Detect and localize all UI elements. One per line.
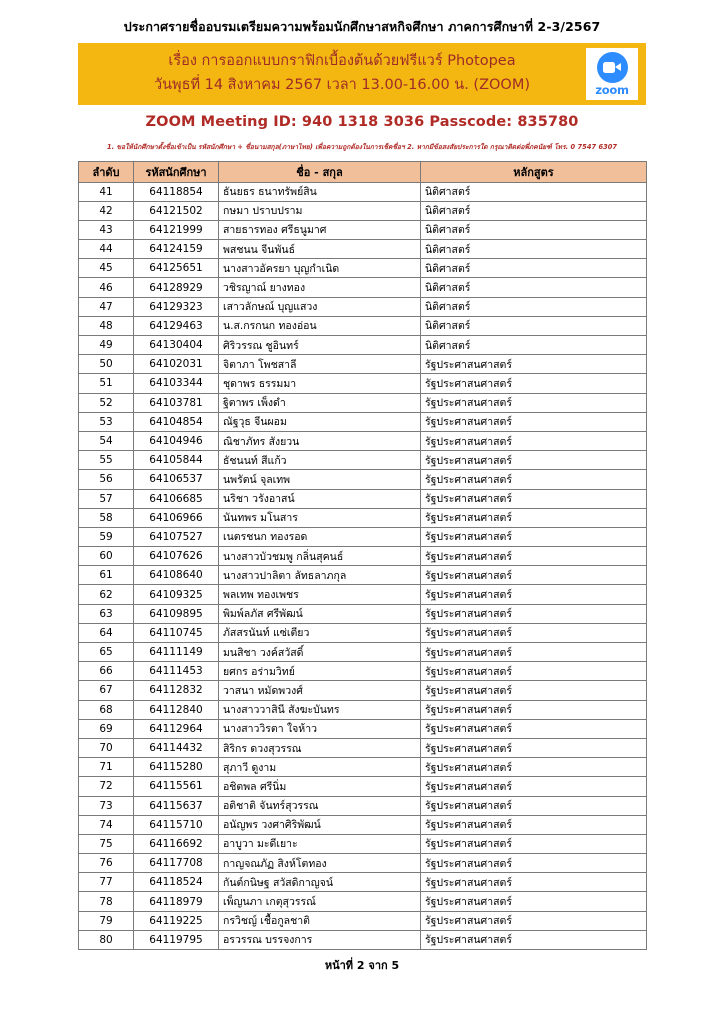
cell-name: พลเทพ ทองเพชร xyxy=(219,585,421,604)
cell-name: ธันยธร ธนาทรัพย์สิน xyxy=(219,182,421,201)
zoom-wordmark: zoom xyxy=(595,82,629,97)
page-title: ประกาศรายชื่ออบรมเตรียมความพร้อมนักศึกษาสหกิจศึกษา ภาคการศึกษาที่ 2-3/2567 xyxy=(123,19,601,34)
cell-program: รัฐประศาสนศาสตร์ xyxy=(421,873,647,892)
cell-program: รัฐประศาสนศาสตร์ xyxy=(421,911,647,930)
cell-program: นิติศาสตร์ xyxy=(421,259,647,278)
cell-program: รัฐประศาสนศาสตร์ xyxy=(421,815,647,834)
banner-datetime-line: วันพุธที่ 14 สิงหาคม 2567 เวลา 13.00-16.00 น. (ZOOM) xyxy=(153,76,530,93)
camera-body-shape xyxy=(603,62,615,73)
table-row xyxy=(79,431,647,450)
cell-id: 64129323 xyxy=(134,297,219,316)
cell-name: สายธารทอง ศรีธนูมาศ xyxy=(219,220,421,239)
cell-program: รัฐประศาสนศาสตร์ xyxy=(421,738,647,757)
cell-program: รัฐประศาสนศาสตร์ xyxy=(421,700,647,719)
table-row xyxy=(79,355,647,374)
cell-no: 63 xyxy=(79,604,134,623)
cell-program: รัฐประศาสนศาสตร์ xyxy=(421,547,647,566)
cell-name: กษมา ปราบปราม xyxy=(219,201,421,220)
cell-no: 68 xyxy=(79,700,134,719)
table-row xyxy=(79,278,647,297)
cell-id: 64106685 xyxy=(134,489,219,508)
table-row xyxy=(79,336,647,355)
cell-id: 64104946 xyxy=(134,431,219,450)
banner-text-block xyxy=(154,50,570,98)
table-row xyxy=(79,489,647,508)
cell-no: 80 xyxy=(79,930,134,949)
cell-program: รัฐประศาสนศาสตร์ xyxy=(421,662,647,681)
cell-program: รัฐประศาสนศาสตร์ xyxy=(421,508,647,527)
cell-id: 64109895 xyxy=(134,604,219,623)
cell-program: รัฐประศาสนศาสตร์ xyxy=(421,393,647,412)
cell-no: 53 xyxy=(79,412,134,431)
cell-name: นางสาววิรตา ใจห้าว xyxy=(219,719,421,738)
cell-name: ภัสสรนันท์ แซ่เตียว xyxy=(219,623,421,642)
cell-name: นางสาวอัครยา บุญกำเนิด xyxy=(219,259,421,278)
cell-name: อนัญพร วงศาศิริพัฒน์ xyxy=(219,815,421,834)
cell-id: 64115561 xyxy=(134,777,219,796)
table-row xyxy=(79,585,647,604)
cell-program: รัฐประศาสนศาสตร์ xyxy=(421,374,647,393)
table-row xyxy=(79,240,647,259)
cell-program: นิติศาสตร์ xyxy=(421,182,647,201)
cell-id: 64112964 xyxy=(134,719,219,738)
table-row xyxy=(79,796,647,815)
cell-no: 47 xyxy=(79,297,134,316)
table-row xyxy=(79,527,647,546)
cell-id: 64116692 xyxy=(134,834,219,853)
column-header-program: หลักสูตร xyxy=(421,161,647,182)
cell-no: 58 xyxy=(79,508,134,527)
cell-name: นันทพร มโนสาร xyxy=(219,508,421,527)
table-row xyxy=(79,854,647,873)
table-row xyxy=(79,412,647,431)
cell-program: นิติศาสตร์ xyxy=(421,336,647,355)
cell-program: รัฐประศาสนศาสตร์ xyxy=(421,681,647,700)
cell-program: รัฐประศาสนศาสตร์ xyxy=(421,892,647,911)
cell-id: 64118524 xyxy=(134,873,219,892)
cell-id: 64111149 xyxy=(134,643,219,662)
table-row xyxy=(79,834,647,853)
cell-no: 70 xyxy=(79,738,134,757)
cell-name: นางสาวบัวชมพู กลิ่นสุคนธ์ xyxy=(219,547,421,566)
zoom-camera-icon xyxy=(597,52,628,83)
table-row xyxy=(79,911,647,930)
cell-name: นริชา วรังอาสน์ xyxy=(219,489,421,508)
cell-id: 64118979 xyxy=(134,892,219,911)
cell-id: 64130404 xyxy=(134,336,219,355)
cell-name: อติชาติ จันทร์สุวรรณ xyxy=(219,796,421,815)
cell-program: นิติศาสตร์ xyxy=(421,240,647,259)
cell-program: รัฐประศาสนศาสตร์ xyxy=(421,585,647,604)
column-header-no: ลำดับ xyxy=(79,161,134,182)
zoom-logo xyxy=(586,48,638,100)
cell-id: 64121502 xyxy=(134,201,219,220)
table-row xyxy=(79,316,647,335)
table-row xyxy=(79,508,647,527)
cell-id: 64129463 xyxy=(134,316,219,335)
table-row xyxy=(79,259,647,278)
cell-no: 54 xyxy=(79,431,134,450)
cell-program: รัฐประศาสนศาสตร์ xyxy=(421,355,647,374)
cell-no: 76 xyxy=(79,854,134,873)
cell-no: 78 xyxy=(79,892,134,911)
cell-id: 64121999 xyxy=(134,220,219,239)
table-header-row xyxy=(79,161,647,182)
cell-no: 45 xyxy=(79,259,134,278)
cell-name: เพ็ญนภา เกตุสุวรรณ์ xyxy=(219,892,421,911)
cell-no: 79 xyxy=(79,911,134,930)
cell-name: เสาวลักษณ์ บุญแสวง xyxy=(219,297,421,316)
table-body xyxy=(79,182,647,950)
cell-no: 49 xyxy=(79,336,134,355)
cell-id: 64104854 xyxy=(134,412,219,431)
cell-id: 64112832 xyxy=(134,681,219,700)
cell-id: 64103344 xyxy=(134,374,219,393)
cell-no: 66 xyxy=(79,662,134,681)
cell-id: 64117708 xyxy=(134,854,219,873)
cell-no: 77 xyxy=(79,873,134,892)
cell-name: กรวิชญ์ เชื้อกูลชาติ xyxy=(219,911,421,930)
cell-program: รัฐประศาสนศาสตร์ xyxy=(421,470,647,489)
table-row xyxy=(79,700,647,719)
cell-name: สิริกร ดวงสุวรรณ xyxy=(219,738,421,757)
table-row xyxy=(79,182,647,201)
cell-no: 43 xyxy=(79,220,134,239)
cell-program: รัฐประศาสนศาสตร์ xyxy=(421,412,647,431)
cell-no: 48 xyxy=(79,316,134,335)
cell-program: รัฐประศาสนศาสตร์ xyxy=(421,777,647,796)
roster-table-container xyxy=(78,161,646,951)
cell-id: 64115637 xyxy=(134,796,219,815)
cell-no: 57 xyxy=(79,489,134,508)
cell-program: นิติศาสตร์ xyxy=(421,220,647,239)
cell-program: นิติศาสตร์ xyxy=(421,201,647,220)
cell-name: กันต์กนิษฐ สวัสดิกาญจน์ xyxy=(219,873,421,892)
cell-name: ณัฐวุธ จีนผอม xyxy=(219,412,421,431)
cell-id: 64111453 xyxy=(134,662,219,681)
cell-program: รัฐประศาสนศาสตร์ xyxy=(421,643,647,662)
table-row xyxy=(79,451,647,470)
table-row xyxy=(79,777,647,796)
cell-name: พิมพ์ลภัส ศรีพัฒน์ xyxy=(219,604,421,623)
table-row xyxy=(79,623,647,642)
roster-table xyxy=(78,161,647,951)
cell-no: 51 xyxy=(79,374,134,393)
cell-id: 64107527 xyxy=(134,527,219,546)
column-header-name: ชื่อ - สกุล xyxy=(219,161,421,182)
cell-name: ยศกร อร่ามวิทย์ xyxy=(219,662,421,681)
banner-topic-line: เรื่อง การออกแบบกราฟิกเบื้องต้นด้วยฟรีแวร์ Photopea xyxy=(168,52,516,69)
cell-no: 61 xyxy=(79,566,134,585)
table-row xyxy=(79,220,647,239)
cell-id: 64112840 xyxy=(134,700,219,719)
cell-no: 72 xyxy=(79,777,134,796)
cell-program: รัฐประศาสนศาสตร์ xyxy=(421,930,647,949)
cell-name: จิตาภา โพชสาลี xyxy=(219,355,421,374)
table-row xyxy=(79,719,647,738)
banner-body xyxy=(78,43,646,105)
cell-id: 64124159 xyxy=(134,240,219,259)
cell-id: 64115280 xyxy=(134,758,219,777)
table-row xyxy=(79,374,647,393)
cell-no: 60 xyxy=(79,547,134,566)
cell-program: รัฐประศาสนศาสตร์ xyxy=(421,527,647,546)
table-row xyxy=(79,297,647,316)
cell-program: รัฐประศาสนศาสตร์ xyxy=(421,451,647,470)
table-row xyxy=(79,738,647,757)
cell-no: 46 xyxy=(79,278,134,297)
announcement-banner xyxy=(78,43,646,105)
cell-name: ศิริวรรณ ชูอินทร์ xyxy=(219,336,421,355)
cell-name: ธัชนนท์ สีแก้ว xyxy=(219,451,421,470)
table-header xyxy=(79,161,647,182)
cell-name: มนสิชา วงค์สวัสดิ์ xyxy=(219,643,421,662)
cell-name: น.ส.กรกนก ทองอ่อน xyxy=(219,316,421,335)
column-header-id: รหัสนักศึกษา xyxy=(134,161,219,182)
cell-name: อรวรรณ บรรจงการ xyxy=(219,930,421,949)
cell-program: รัฐประศาสนศาสตร์ xyxy=(421,854,647,873)
table-row xyxy=(79,815,647,834)
cell-no: 56 xyxy=(79,470,134,489)
cell-program: รัฐประศาสนศาสตร์ xyxy=(421,604,647,623)
cell-id: 64108640 xyxy=(134,566,219,585)
table-row xyxy=(79,547,647,566)
cell-id: 64114432 xyxy=(134,738,219,757)
cell-id: 64102031 xyxy=(134,355,219,374)
cell-name: สุภาวี ดูงาม xyxy=(219,758,421,777)
zoom-meeting-info: ZOOM Meeting ID: 940 1318 3036 Passcode: 835780 xyxy=(145,113,579,130)
cell-no: 74 xyxy=(79,815,134,834)
cell-no: 50 xyxy=(79,355,134,374)
cell-name: เนตรชนก ทองรอด xyxy=(219,527,421,546)
table-row xyxy=(79,892,647,911)
cell-name: นางสาวปาลิตา ลัทธลาภกุล xyxy=(219,566,421,585)
table-row xyxy=(79,393,647,412)
cell-id: 64106966 xyxy=(134,508,219,527)
cell-program: รัฐประศาสนศาสตร์ xyxy=(421,719,647,738)
table-row xyxy=(79,873,647,892)
cell-id: 64107626 xyxy=(134,547,219,566)
page-footer: หน้าที่ 2 จาก 5 xyxy=(324,959,400,972)
cell-id: 64109325 xyxy=(134,585,219,604)
cell-name: นางสาววาสินี สังฆะบันทร xyxy=(219,700,421,719)
cell-name: พสชนน จีนพันธ์ xyxy=(219,240,421,259)
cell-no: 55 xyxy=(79,451,134,470)
cell-program: รัฐประศาสนศาสตร์ xyxy=(421,623,647,642)
cell-name: ฐิตาพร เพ็งดำ xyxy=(219,393,421,412)
cell-no: 52 xyxy=(79,393,134,412)
cell-no: 62 xyxy=(79,585,134,604)
table-row xyxy=(79,201,647,220)
cell-name: วชิรญาณ์ ยางทอง xyxy=(219,278,421,297)
cell-id: 64110745 xyxy=(134,623,219,642)
cell-id: 64105844 xyxy=(134,451,219,470)
table-row xyxy=(79,681,647,700)
cell-id: 64106537 xyxy=(134,470,219,489)
camera-lens-shape xyxy=(615,63,621,71)
cell-name: กาญจณภัฏ สิงห์โตทอง xyxy=(219,854,421,873)
table-row xyxy=(79,930,647,949)
table-row xyxy=(79,604,647,623)
cell-no: 64 xyxy=(79,623,134,642)
cell-program: รัฐประศาสนศาสตร์ xyxy=(421,796,647,815)
cell-id: 64119225 xyxy=(134,911,219,930)
cell-name: วาสนา หมัดพวงศ์ xyxy=(219,681,421,700)
cell-no: 71 xyxy=(79,758,134,777)
cell-no: 67 xyxy=(79,681,134,700)
cell-program: นิติศาสตร์ xyxy=(421,316,647,335)
cell-program: รัฐประศาสนศาสตร์ xyxy=(421,566,647,585)
cell-program: รัฐประศาสนศาสตร์ xyxy=(421,834,647,853)
cell-id: 64103781 xyxy=(134,393,219,412)
cell-program: นิติศาสตร์ xyxy=(421,297,647,316)
table-row xyxy=(79,566,647,585)
instruction-note: 1. ขอให้นักศึกษาตั้งชื่อเข้าเป็น รหัสนักศึกษา + ชื่อนามสกุล(ภาษาไทย) เพื่อความถูกต้องในการเช็คชื่อฯ 2. หากมีข้อสงสัยประการใด กรุณาติดต่อพี่ภคนัยฑ์ โทร. 0 7547 6307 xyxy=(107,142,617,151)
cell-name: อาบูวา มะดีเยาะ xyxy=(219,834,421,853)
cell-name: ณิชาภัทร สังยวน xyxy=(219,431,421,450)
cell-id: 64125651 xyxy=(134,259,219,278)
cell-no: 73 xyxy=(79,796,134,815)
cell-program: นิติศาสตร์ xyxy=(421,278,647,297)
cell-name: อชิตพล ศรีนิ่ม xyxy=(219,777,421,796)
cell-id: 64119795 xyxy=(134,930,219,949)
cell-program: รัฐประศาสนศาสตร์ xyxy=(421,758,647,777)
cell-no: 65 xyxy=(79,643,134,662)
cell-id: 64118854 xyxy=(134,182,219,201)
table-row xyxy=(79,470,647,489)
video-camera-icon xyxy=(603,62,621,73)
cell-no: 42 xyxy=(79,201,134,220)
cell-id: 64115710 xyxy=(134,815,219,834)
cell-program: รัฐประศาสนศาสตร์ xyxy=(421,431,647,450)
table-row xyxy=(79,643,647,662)
cell-no: 59 xyxy=(79,527,134,546)
cell-no: 44 xyxy=(79,240,134,259)
table-row xyxy=(79,758,647,777)
cell-no: 75 xyxy=(79,834,134,853)
cell-name: นพรัตน์ จุลเทพ xyxy=(219,470,421,489)
cell-name: ชุดาพร ธรรมมา xyxy=(219,374,421,393)
cell-no: 41 xyxy=(79,182,134,201)
cell-program: รัฐประศาสนศาสตร์ xyxy=(421,489,647,508)
table-row xyxy=(79,662,647,681)
cell-id: 64128929 xyxy=(134,278,219,297)
cell-no: 69 xyxy=(79,719,134,738)
